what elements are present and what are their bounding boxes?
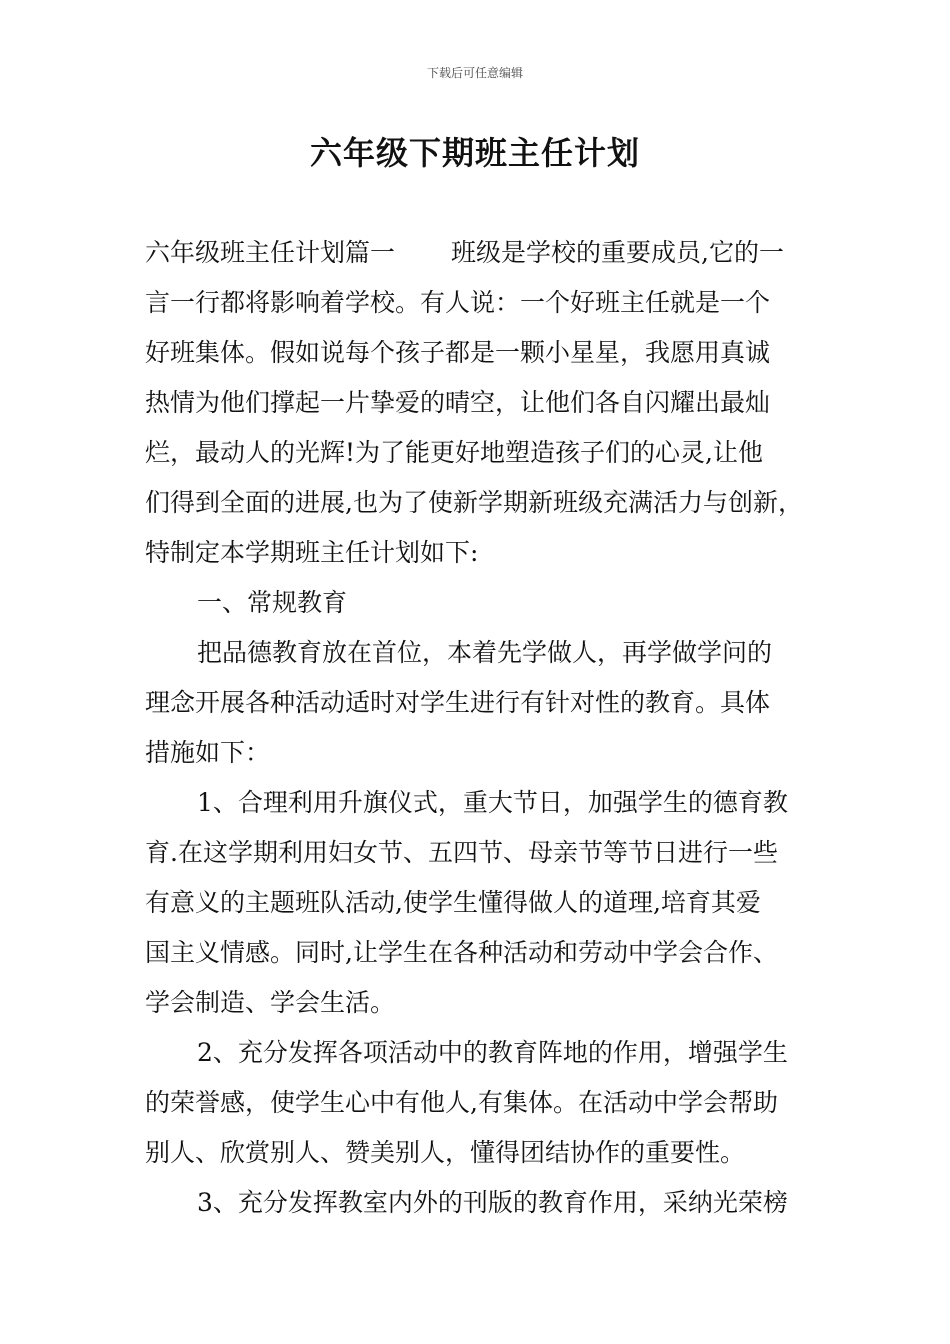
document-body — [145, 228, 825, 1228]
text-line: 言一行都将影响着学校。有人说：一个好班主任就是一个 — [145, 288, 771, 317]
text-line: 们得到全面的进展,也为了使新学期新班级充满活力与创新， — [145, 488, 803, 517]
list-item-3-line: 3、充分发挥教室内外的刊版的教育作用，采纳光荣榜 — [197, 1188, 788, 1217]
document-title: 六年级下期班主任计划 — [309, 134, 640, 172]
intro-line — [145, 228, 825, 278]
text-line: 热情为他们撑起一片挚爱的晴空，让他们各自闪耀出最灿 — [145, 388, 771, 417]
text-line: 国主义情感。同时,让学生在各种活动和劳动中学会合作、 — [145, 938, 778, 967]
text-line: 别人、欣赏别人、赞美别人，懂得团结协作的重要性。 — [145, 1138, 746, 1167]
text-line: 理念开展各种活动适时对学生进行有针对性的教育。具体 — [145, 688, 771, 717]
section-heading: 一、常规教育 — [197, 588, 348, 617]
text-line: 好班集体。假如说每个孩子都是一颗小星星，我愿用真诚 — [145, 338, 771, 367]
header-note: 下载后可任意编辑 — [426, 66, 523, 80]
text-line: 把品德教育放在首位，本着先学做人，再学做学问的 — [197, 638, 773, 667]
text-line: 育.在这学期利用妇女节、五四节、母亲节等节日进行一些 — [145, 838, 778, 867]
text-line: 特制定本学期班主任计划如下: — [145, 538, 479, 567]
intro-label: 六年级班主任计划篇一 — [145, 238, 396, 267]
text-line: 措施如下： — [145, 738, 271, 767]
intro-text: 班级是学校的重要成员,它的一 — [451, 238, 784, 267]
text-line: 的荣誉感，使学生心中有他人,有集体。在活动中学会帮助 — [145, 1088, 778, 1117]
list-item-1-line: 1、合理利用升旗仪式，重大节日，加强学生的德育教 — [197, 788, 788, 817]
text-line: 烂，最动人的光辉!为了能更好地塑造孩子们的心灵,让他 — [145, 438, 763, 467]
text-line: 有意义的主题班队活动,使学生懂得做人的道理,培育其爱 — [145, 888, 761, 917]
list-item-2-line: 2、充分发挥各项活动中的教育阵地的作用，增强学生 — [197, 1038, 788, 1067]
text-line: 学会制造、学会生活。 — [145, 988, 396, 1017]
